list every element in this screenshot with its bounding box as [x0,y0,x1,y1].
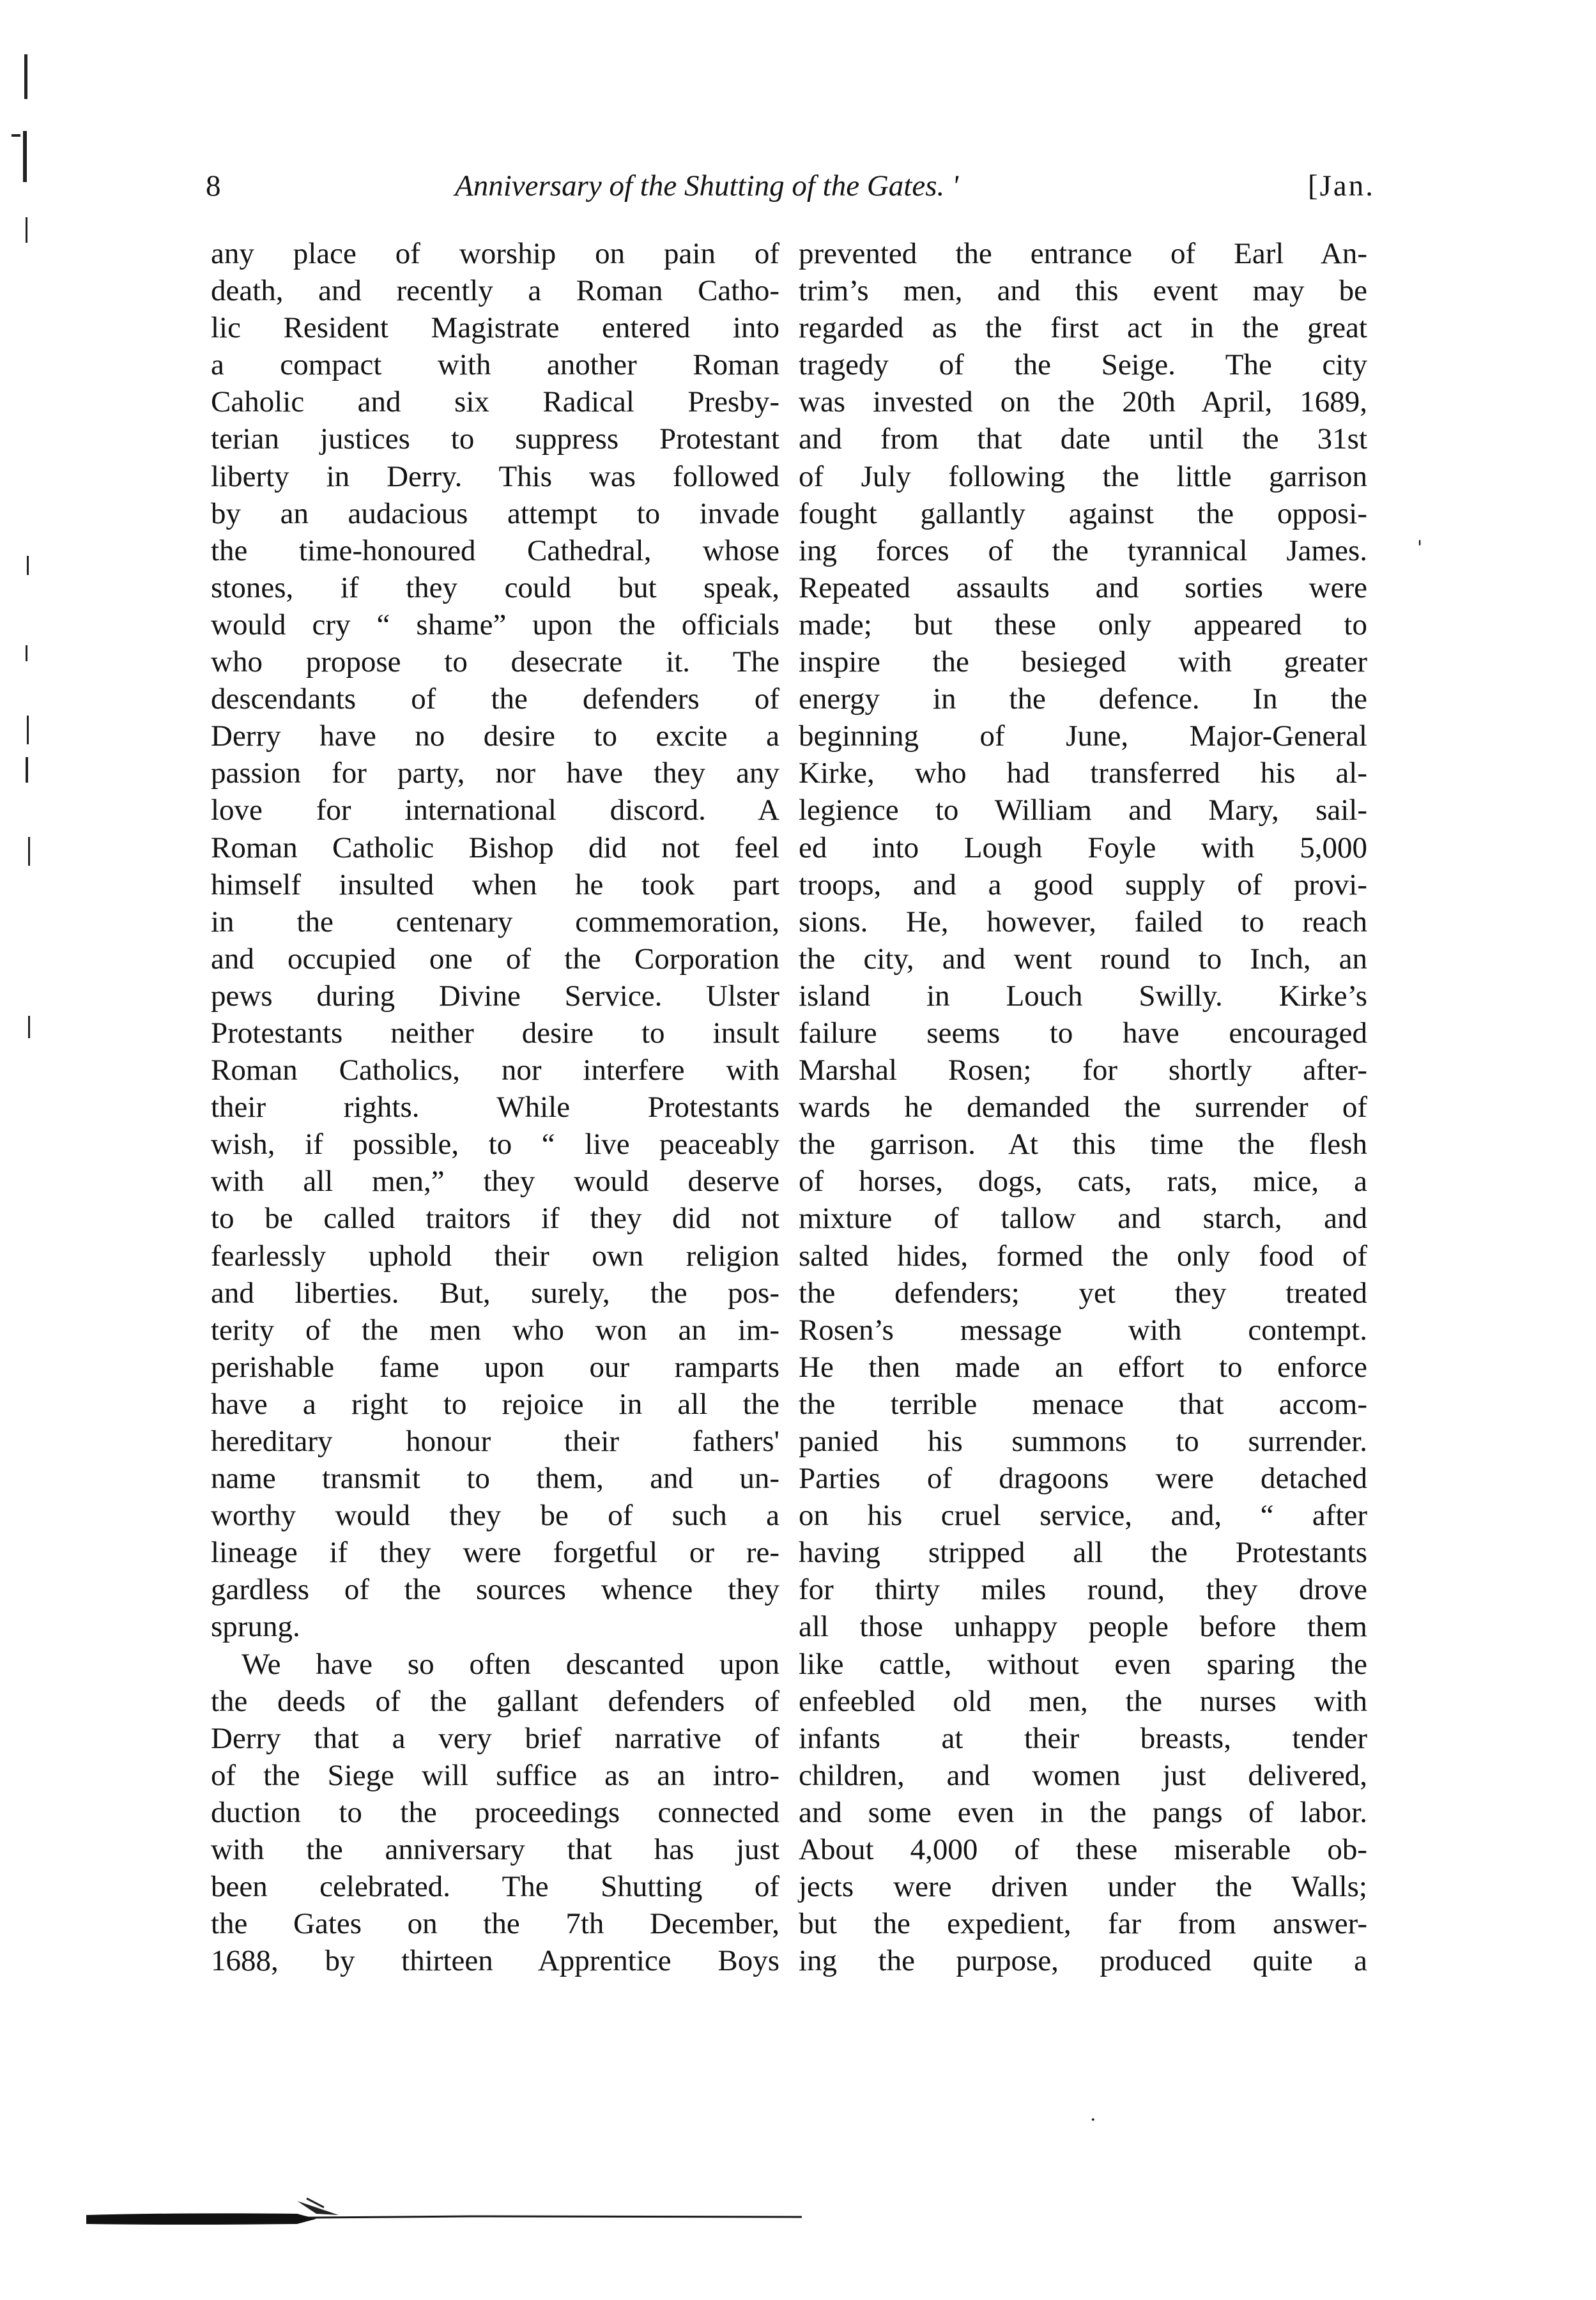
text-line: sions. He, however, failed to reach [799,905,1367,939]
bottom-edge-smudge [86,2196,802,2234]
text-line: legience to William and Mary, sail- [799,793,1367,827]
text-line: sprung. [211,1610,300,1644]
text-line: failure seems to have encouraged [799,1016,1367,1050]
text-line: pews during Divine Service. Ulster [211,979,779,1013]
text-line: energy in the defence. In the [799,682,1367,716]
text-line: of horses, dogs, cats, rats, mice, a [799,1165,1367,1199]
text-line: prevented the entrance of Earl An- [799,237,1367,270]
text-line: of the Siege will suffice as an intro- [211,1758,779,1792]
text-line: descendants of the defenders of [211,682,779,716]
text-line: He then made an effort to enforce [799,1350,1367,1384]
text-line: with the anniversary that has just [211,1833,779,1867]
text-line: for thirty miles round, they drove [799,1573,1367,1607]
scan-margin-mark [27,716,29,744]
text-line: Kirke, who had transferred his al- [799,756,1367,790]
text-line: Caholic and six Radical Presby- [211,385,779,419]
text-line: mixture of tallow and starch, and [799,1202,1367,1236]
text-line: terian justices to suppress Protestant [211,422,779,456]
left-column [211,235,779,1979]
text-line: love for international discord. A [211,793,779,827]
text-line: trim’s men, and this event may be [799,274,1367,308]
text-line: troops, and a good supply of provi- [799,868,1367,901]
text-line: regarded as the first act in the great [799,311,1367,345]
text-line: terity of the men who won an im- [211,1313,779,1347]
text-line: a compact with another Roman [211,348,779,382]
text-line: and some even in the pangs of labor. [799,1795,1367,1829]
text-line: Roman Catholic Bishop did not feel [211,831,779,864]
text-line: have a right to rejoice in all the [211,1387,779,1421]
text-line: and liberties. But, surely, the pos- [211,1276,779,1310]
text-line: Parties of dragoons were detached [799,1462,1367,1496]
text-line: lic Resident Magistrate entered into [211,311,779,345]
text-line: and from that date until the 31st [799,422,1367,456]
text-line: ing the purpose, produced quite a [799,1944,1367,1978]
text-line: Derry that a very brief narrative of [211,1721,779,1755]
text-line: with all men,” they would deserve [211,1165,779,1199]
text-line: children, and women just delivered, [799,1758,1367,1792]
scan-margin-mark [26,645,27,661]
text-line: perishable fame upon our ramparts [211,1350,779,1384]
text-line: any place of worship on pain of [211,237,779,270]
text-line: jects were driven under the Walls; [799,1870,1367,1904]
text-line: ed into Lough Foyle with 5,000 [799,831,1367,864]
text-line: by an audacious attempt to invade [211,496,779,530]
text-line: Derry have no desire to excite a [211,719,779,753]
text-line: the time-honoured Cathedral, whose [211,533,779,567]
text-line: been celebrated. The Shutting of [211,1870,779,1904]
text-line: death, and recently a Roman Catho- [211,274,779,308]
text-line: Roman Catholics, nor interfere with [211,1054,779,1087]
text-line: infants at their breasts, tender [799,1721,1367,1755]
scan-margin-mark [28,1016,30,1038]
text-line: having stripped all the Protestants [799,1536,1367,1570]
page-number: 8 [206,169,221,203]
text-line: fought gallantly against the opposi- [799,496,1367,530]
text-line: duction to the proceedings connected [211,1795,779,1829]
scan-margin-mark [26,217,27,243]
text-line: all those unhappy people before them [799,1610,1367,1644]
text-line: stones, if they could but speak, [211,571,779,604]
text-line: the deeds of the gallant defenders of [211,1684,779,1718]
text-line: Protestants neither desire to insult [211,1016,779,1050]
text-line: the city, and went round to Inch, an [799,942,1367,976]
text-line: fearlessly uphold their own religion [211,1239,779,1273]
text-line: lineage if they were forgetful or re- [211,1536,779,1570]
text-line: but the expedient, far from answer- [799,1907,1367,1941]
text-line: wish, if possible, to “ live peaceably [211,1128,779,1162]
text-line: who propose to desecrate it. The [211,645,779,679]
scan-margin-mark [12,134,20,137]
text-line: the defenders; yet they treated [799,1276,1367,1310]
text-line: the garrison. At this time the flesh [799,1128,1367,1162]
scan-margin-mark [27,556,29,575]
text-line: like cattle, without even sparing the [799,1647,1367,1681]
text-line: gardless of the sources whence they [211,1573,779,1607]
text-line: Repeated assaults and sorties were [799,571,1367,604]
scan-margin-mark [26,757,28,783]
text-line: island in Louch Swilly. Kirke’s [799,979,1367,1013]
text-line: panied his summons to surrender. [799,1425,1367,1458]
text-line: ing forces of the tyrannical James. [799,533,1367,567]
text-line: worthy would they be of such a [211,1499,779,1533]
text-line: in the centenary commemoration, [211,905,779,939]
text-line: name transmit to them, and un- [211,1462,779,1496]
stray-mark: . [1090,2103,1096,2126]
text-line: inspire the besieged with greater [799,645,1367,679]
text-line: the terrible menace that accom- [799,1387,1367,1421]
scan-margin-mark [23,131,27,182]
text-line: himself insulted when he took part [211,868,779,901]
scan-margin-mark [24,54,27,99]
right-column [799,235,1367,1979]
text-line: Rosen’s message with contempt. [799,1313,1367,1347]
running-head [206,163,1375,209]
text-line: of July following the little garrison [799,459,1367,493]
text-line: would cry “ shame” upon the officials [211,608,779,641]
text-line: enfeebled old men, the nurses with [799,1684,1367,1718]
stray-mark: ' [1417,537,1423,559]
text-line: their rights. While Protestants [211,1091,779,1124]
text-line: on his cruel service, and, “ after [799,1499,1367,1533]
text-line: Marshal Rosen; for shortly after- [799,1054,1367,1087]
text-line: tragedy of the Seige. The city [799,348,1367,382]
text-line: made; but these only appeared to [799,608,1367,641]
text-line: beginning of June, Major-General [799,719,1367,753]
text-line: was invested on the 20th April, 1689, [799,385,1367,419]
scan-margin-mark [28,837,30,866]
text-line: and occupied one of the Corporation [211,942,779,976]
text-line: liberty in Derry. This was followed [211,459,779,493]
text-line: 1688, by thirteen Apprentice Boys [211,1944,779,1978]
running-title: Anniversary of the Shutting of the Gates. ' [455,169,959,203]
text-line: hereditary honour their fathers' [211,1425,779,1458]
text-line: to be called traitors if they did not [211,1202,779,1236]
text-line: salted hides, formed the only food of [799,1239,1367,1273]
text-line: About 4,000 of these miserable ob- [799,1833,1367,1867]
text-line: passion for party, nor have they any [211,756,779,790]
text-line: We have so often descanted upon [242,1647,779,1681]
text-line: wards he demanded the surrender of [799,1091,1367,1124]
running-head-month: [Jan. [1307,169,1375,203]
text-line: the Gates on the 7th December, [211,1907,779,1941]
